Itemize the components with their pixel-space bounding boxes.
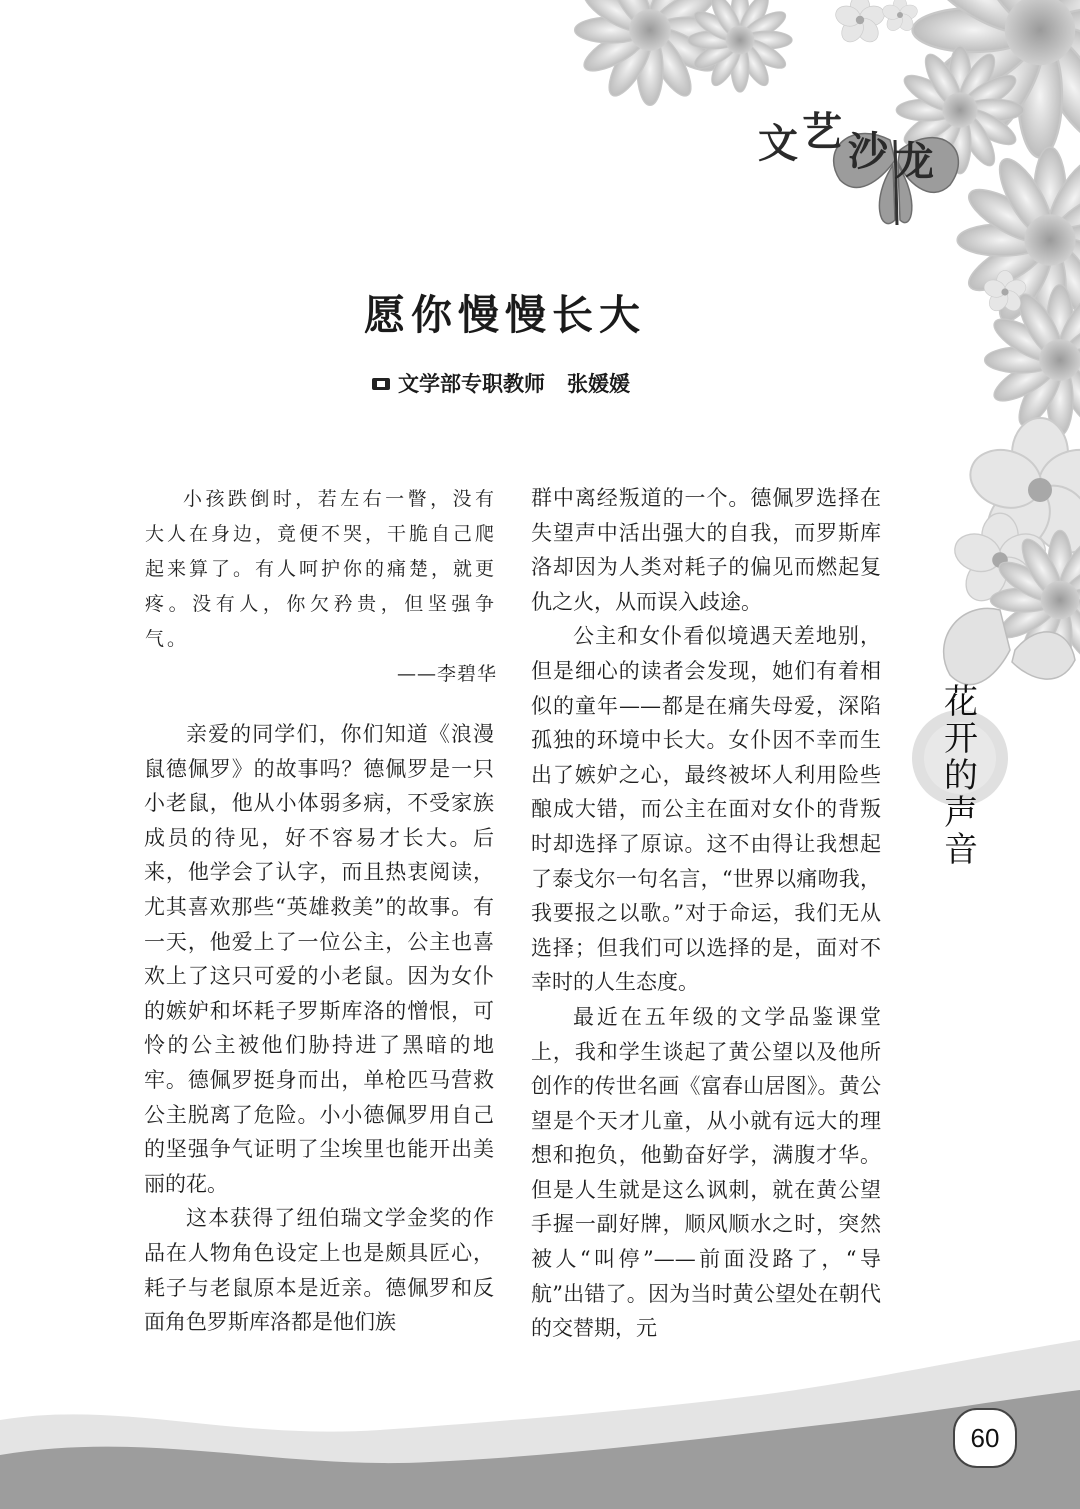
side-label-char: 音 bbox=[944, 830, 978, 870]
author-name: 张媛媛 bbox=[567, 372, 630, 396]
section-tag-char: 艺 bbox=[802, 109, 842, 155]
side-label-char: 的 bbox=[944, 756, 978, 796]
epigraph bbox=[145, 482, 497, 692]
epigraph-text: 小孩跌倒时，若左右一瞥，没有大人在身边，竟便不哭，干脆自己爬起来算了。有人呵护你的痛楚，就更疼。没有人，你欠矜贵，但坚强争气。 bbox=[145, 488, 498, 650]
section-tag-char: 文 bbox=[758, 121, 798, 167]
article-title: 愿你慢慢长大 bbox=[364, 291, 646, 339]
left-column bbox=[144, 717, 494, 1340]
body-paragraph: 亲爱的同学们，你们知道《浪漫鼠德佩罗》的故事吗？德佩罗是一只小老鼠，他从小体弱多病，不受家族成员的待见，好不容易才长大。后来，他学会了认字，而且热衷阅读，尤其喜欢那些“英雄救美”的故事。有一天，他爱上了一位公主，公主也喜欢上了这只可爱的小老鼠。因为女仆的嫉妒和坏耗子罗斯库洛的憎恨，可怜的公主被他们胁持进了黑暗的地牢。德佩罗挺身而出，单枪匹马营救公主脱离了危险。小小德佩罗用自己的坚强争气证明了尘埃里也能开出美丽的花。 bbox=[144, 722, 494, 1196]
section-tag bbox=[758, 100, 948, 185]
section-tag-char: 龙 bbox=[894, 139, 934, 185]
side-column-label bbox=[938, 684, 984, 869]
side-label-char: 声 bbox=[944, 793, 978, 833]
body-paragraph: 这本获得了纽伯瑞文学金奖的作品在人物角色设定上也是颇具匠心，耗子与老鼠原本是近亲。德佩罗和反面角色罗斯库洛都是他们族 bbox=[144, 1206, 494, 1335]
pen-nib-icon bbox=[370, 375, 392, 393]
body-paragraph-continued: 群中离经叛道的一个。德佩罗选择在失望声中活出强大的自我，而罗斯库洛却因为人类对耗子的偏见而燃起复仇之火，从而误入歧途。 bbox=[531, 486, 881, 614]
epigraph-attribution: ——李碧华 bbox=[396, 663, 497, 685]
body-paragraph: 最近在五年级的文学品鉴课堂上，我和学生谈起了黄公望以及他所创作的传世名画《富春山居图》。黄公望是个天才儿童，从小就有远大的理想和抱负，他勤奋好学，满腹才华。但是人生就是这么讽刺，就在黄公望手握一副好牌，顺风顺水之时，突然被人“叫停”——前面没路了，“导航”出错了。因为当时黄公望处在朝代的交替期，元 bbox=[531, 1004, 881, 1341]
author-title: 文学部专职教师 bbox=[398, 372, 545, 396]
side-label-char: 花 bbox=[944, 682, 978, 722]
section-tag-char: 沙 bbox=[848, 129, 888, 175]
right-column bbox=[531, 481, 881, 1346]
byline bbox=[370, 368, 630, 398]
body-paragraph: 公主和女仆看似境遇天差地别，但是细心的读者会发现，她们有着相似的童年——都是在痛失母爱，深陷孤独的环境中长大。女仆因不幸而生出了嫉妒之心，最终被坏人利用险些酿成大错，而公主在面对女仆的背叛时却选择了原谅。这不由得让我想起了泰戈尔一句名言，“世界以痛吻我，我要报之以歌。”对于命运，我们无从选择；但我们可以选择的是，面对不幸时的人生态度。 bbox=[531, 624, 881, 995]
page-number: 60 bbox=[953, 1408, 1017, 1468]
side-label-char: 开 bbox=[944, 719, 978, 759]
